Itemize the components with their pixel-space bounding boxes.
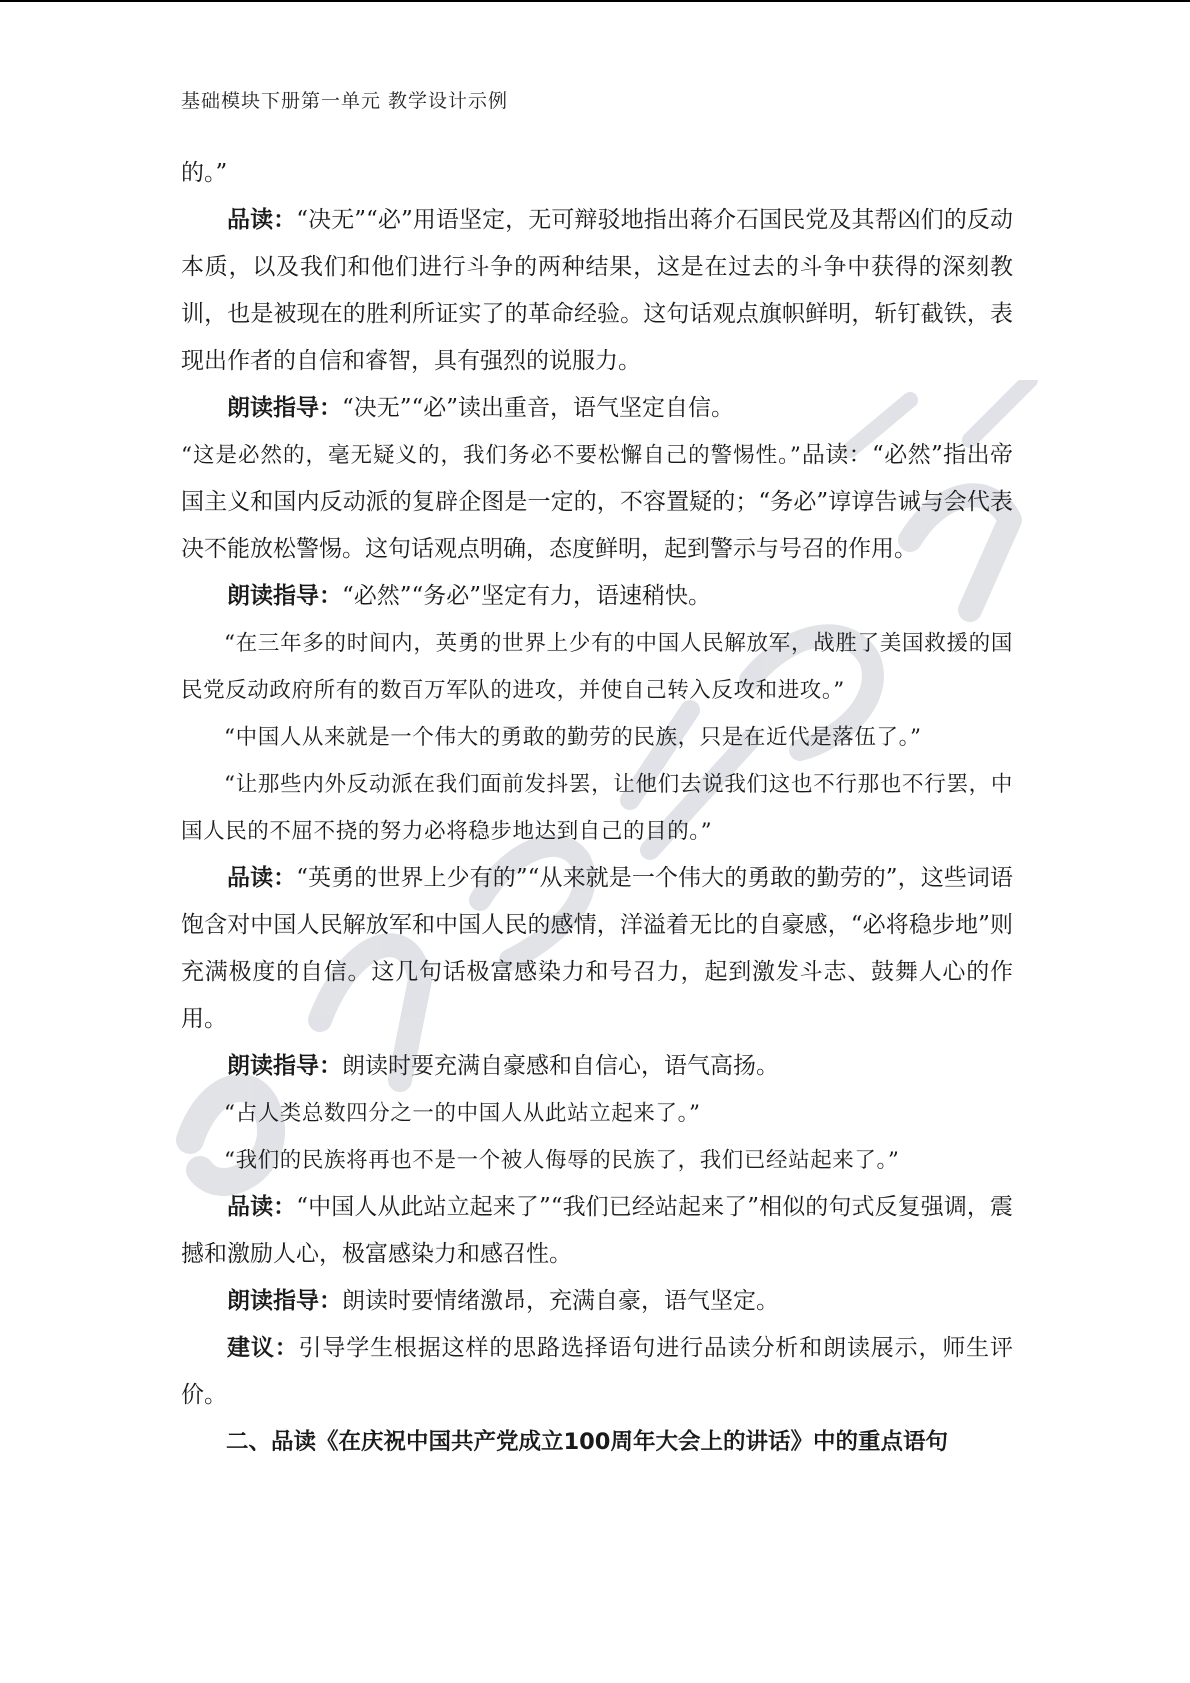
paragraph-analysis-1: [181, 197, 1013, 385]
paragraph-continuation: [181, 150, 1013, 197]
analysis-label: 品读：: [227, 1194, 297, 1220]
document-body: [181, 150, 1013, 1466]
reading-guide-label: 朗读指导：: [227, 1053, 342, 1079]
paragraph-text: 引导学生根据这样的思路选择语句进行品读分析和朗读展示，师生评价。: [181, 1335, 1013, 1408]
paragraph-reading-guide-2: [181, 573, 1013, 620]
quote-paragraph: “让那些内外反动派在我们面前发抖罢，让他们去说我们这也不行那也不行罢，中国人民的不屈不挠的努力必将稳步地达到自己的目的。”: [181, 772, 1013, 844]
section-heading: 二、品读《在庆祝中国共产党成立100周年大会上的讲话》中的重点语句: [226, 1429, 948, 1455]
paragraph-analysis-3: [181, 1184, 1013, 1278]
paragraph-analysis-2: [181, 855, 1013, 1043]
paragraph-text: “决无”“必”读出重音，语气坚定自信。: [342, 395, 735, 421]
reading-guide-label: 朗读指导：: [227, 395, 342, 421]
paragraph-text: 朗读时要充满自豪感和自信心，语气高扬。: [342, 1053, 779, 1079]
paragraph-reading-guide-3: [181, 1043, 1013, 1090]
paragraph-text: “英勇的世界上少有的”“从来就是一个伟大的勇敢的勤劳的”，这些词语饱含对中国人民解放军和中国人民的感情，洋溢着无比的自豪感，“必将稳步地”则充满极度的自信。这几句话极富感染力和号召力，起到激发斗志、鼓舞人心的作用。: [181, 865, 1013, 1032]
quote-paragraph: “中国人从来就是一个伟大的勇敢的勤劳的民族，只是在近代是落伍了。”: [224, 725, 922, 750]
quote-paragraph: “占人类总数四分之一的中国人从此站立起来了。”: [224, 1101, 701, 1126]
top-border-line: [0, 0, 1190, 2]
paragraph-reading-guide-4: [181, 1278, 1013, 1325]
quote-text: “这是必然的，毫无疑义的，我们务必不要松懈自己的警惕性。”: [181, 443, 802, 468]
quote-paragraph: “我们的民族将再也不是一个被人侮辱的民族了，我们已经站起来了。”: [224, 1148, 900, 1173]
reading-guide-label: 朗读指导：: [227, 1288, 342, 1314]
paragraph-text: 朗读时要情绪激昂，充满自豪，语气坚定。: [342, 1288, 779, 1314]
paragraph-text: 品读：“必然”指出帝国主义和国内反动派的复辟企图是一定的，不容置疑的；“务必”谆谆告诫与会代表决不能放松警惕。这句话观点明确，态度鲜明，起到警示与号召的作用。: [181, 442, 1013, 562]
quote-paragraph: “在三年多的时间内，英勇的世界上少有的中国人民解放军，战胜了美国救援的国民党反动政府所有的数百万军队的进攻，并使自己转入反攻和进攻。”: [181, 631, 1013, 703]
paragraph-text: 的。”: [181, 160, 228, 186]
reading-guide-label: 朗读指导：: [227, 583, 342, 609]
analysis-label: 品读：: [227, 207, 297, 233]
analysis-label: 品读：: [227, 865, 297, 891]
paragraph-quote-analysis: [181, 432, 1013, 573]
paragraph-text: “中国人从此站立起来了”“我们已经站起来了”相似的句式反复强调，震撼和激励人心，极富感染力和感召性。: [181, 1194, 1013, 1267]
suggestion-label: 建议：: [227, 1335, 299, 1361]
paragraph-text: “决无”“必”用语坚定，无可辩驳地指出蒋介石国民党及其帮凶们的反动本质，以及我们和他们进行斗争的两种结果，这是在过去的斗争中获得的深刻教训，也是被现在的胜利所证实了的革命经验。这句话观点旗帜鲜明，斩钉截铁，表现出作者的自信和睿智，具有强烈的说服力。: [181, 207, 1013, 374]
paragraph-reading-guide-1: [181, 385, 1013, 432]
paragraph-text: “必然”“务必”坚定有力，语速稍快。: [342, 583, 712, 609]
paragraph-suggestion: [181, 1325, 1013, 1419]
page-header: 基础模块下册第一单元 教学设计示例: [181, 90, 509, 112]
